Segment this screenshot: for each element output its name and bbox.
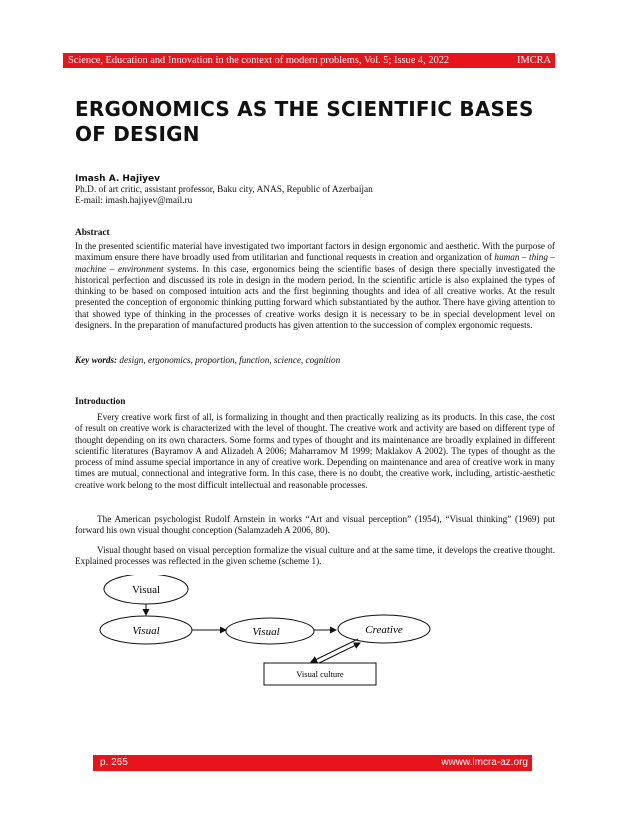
scheme-diagram bbox=[80, 575, 480, 695]
intro-paragraph-2: The American psychologist Rudolf Arnstein in works “Art and visual perception” (1954), “Visual thinking” (1969) put forward his own visual thought conception (Salamzadeh A 2006, 80). bbox=[75, 514, 555, 536]
keywords-text: design, ergonomics, proportion, function, science, cognition bbox=[119, 355, 341, 365]
journal-title: Science, Education and Innovation in the context of modern problems, Vol. 5; Issue 4, 2022 bbox=[68, 55, 450, 66]
abstract-text-start: In the presented scientific material have investigated two important factors in design ergonomic and aesthetic. With the purpose of maximum ensure there have broadly used from utilitarian and functional requests in creation and organization of bbox=[75, 241, 555, 263]
author-name: Imash A. Hajiyev bbox=[75, 174, 160, 184]
arrow-creative-to-culture-a bbox=[311, 639, 358, 662]
abstract-text bbox=[75, 241, 555, 331]
footer-url[interactable]: wwww.imcra-az.org bbox=[441, 757, 528, 768]
node-visual-mid-label: Visual bbox=[252, 626, 280, 638]
page-number: p. 265 bbox=[100, 757, 128, 768]
node-visual-top-label: Visual bbox=[131, 584, 161, 596]
author-email: E-mail: imash.hajiyev@mail.ru bbox=[75, 196, 193, 206]
article-title: ERGONOMICS AS THE SCIENTIFIC BASES OF DESIGN bbox=[75, 97, 534, 146]
visual-culture-label: Visual culture bbox=[296, 669, 344, 679]
imcra-brand: IMCRA bbox=[517, 55, 552, 66]
footer-bar bbox=[93, 755, 532, 771]
abstract-heading: Abstract bbox=[75, 228, 110, 238]
journal-header-bar bbox=[63, 53, 555, 68]
keywords-label: Key words: bbox=[75, 355, 118, 365]
node-visual-left-label: Visual bbox=[132, 625, 160, 637]
abstract-text-italic: human – thing – machine – environment bbox=[75, 252, 555, 274]
intro-paragraph-1: Every creative work first of all, is formalizing in thought and then practically realizing as its products. In this case, the cost of result on creative work is characterized with the level of thought. The creative work and activity are based on different type of thought depending on its own characters. Some forms and types of thought and its maintenance are broadly explained in different scientific literatures (Bayramov A and Alizadeh A 2006; Maharramov M 1999; Maklakov A 2002). The types of thought as the process of mind assume special importance in any of creative work. Depending on maintenance and area of creative work in many times are mutual, connectional and integrative form. In this case, there is no doubt, the creative work, including, artistic-aesthetic creative work belong to the most difficult intellectual and reasonable processes. bbox=[75, 412, 555, 490]
author-affiliation: Ph.D. of art critic, assistant professor, Baku city, ANAS, Republic of Azerbaijan bbox=[75, 185, 373, 195]
intro-paragraph-3: Visual thought based on visual perception formalize the visual culture and at the same time, it develops the creative thought. Explained processes was reflected in the given scheme (scheme 1). bbox=[75, 545, 555, 567]
node-creative-label: Creative bbox=[365, 624, 403, 636]
keywords-line bbox=[75, 355, 555, 366]
introduction-heading: Introduction bbox=[75, 397, 126, 407]
abstract-text-end: systems. In this case, ergonomics being the scientific bases of design there specially investigated the historical perfection and discussed its role in design in the modern period. In the scientific article is also explained the types of thinking to be based on composed intuition acts and the first beginning thoughts and idea of all creative works. At the result presented the conception of ergonomic thinking putting forward which substantiated by the author. There have giving attention to that showed type of thinking in the processes of creative works design it is necessary to be in special development level on designers. In the preparation of manufactured products has given attention to the succession of complex ergonomic requests. bbox=[75, 263, 555, 331]
